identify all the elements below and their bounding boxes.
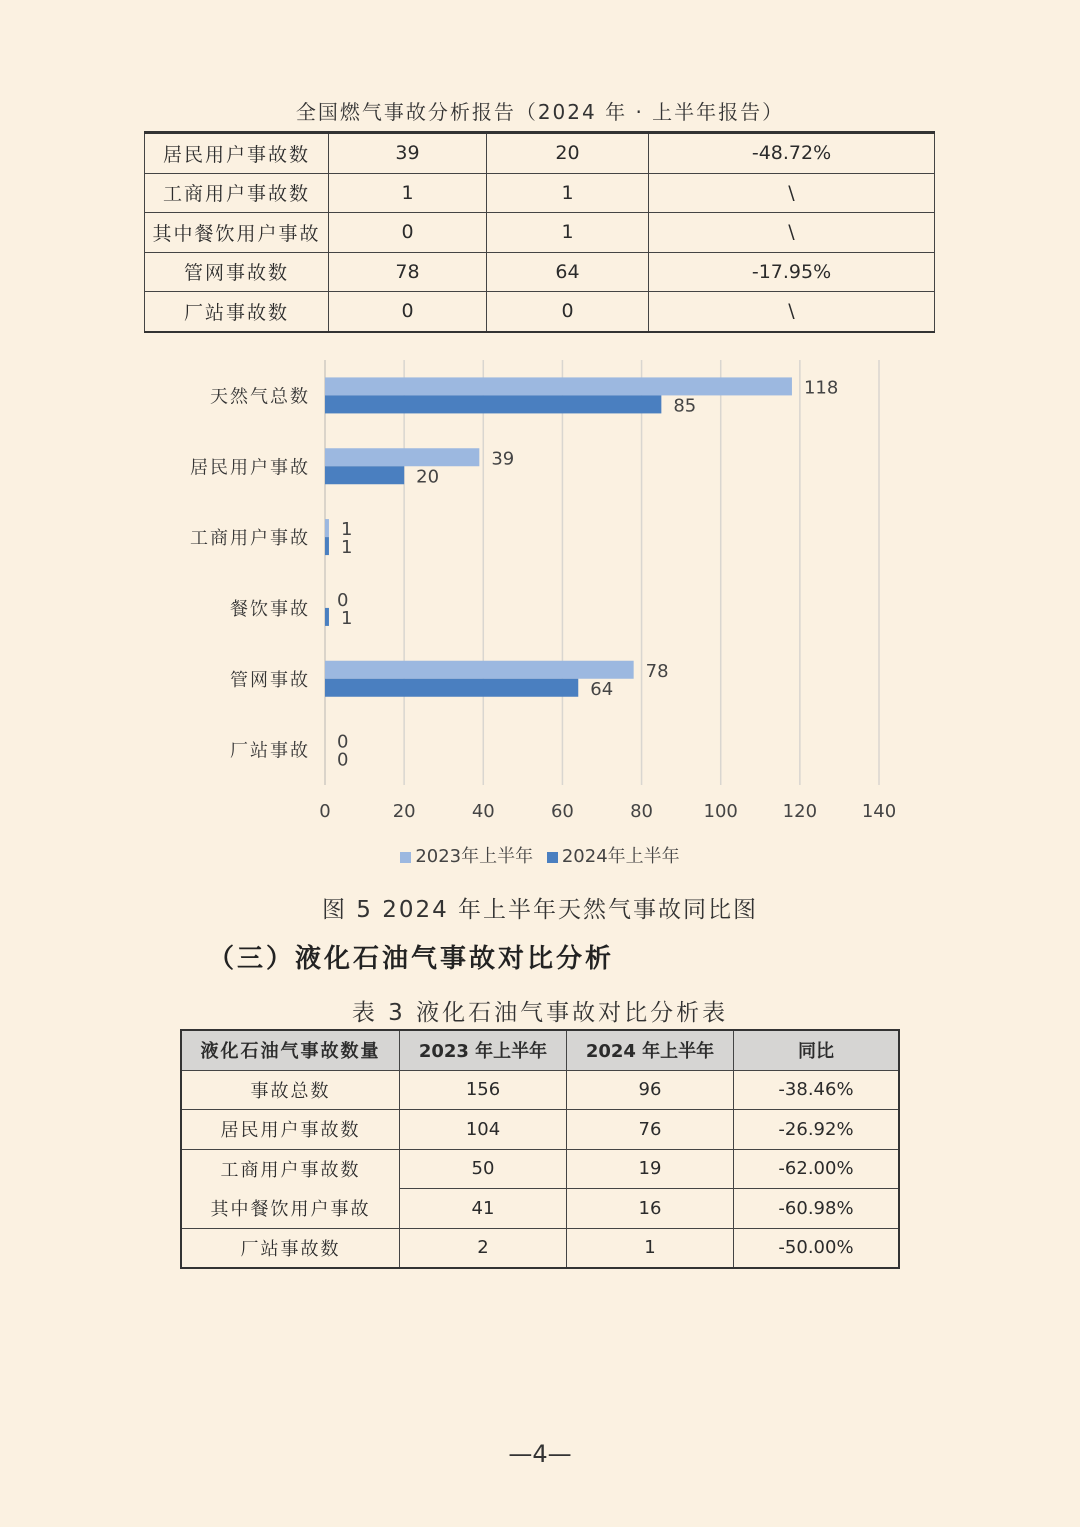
x-tick-label: 0 xyxy=(319,801,331,822)
data-label: 78 xyxy=(645,660,669,682)
natural-gas-table xyxy=(144,131,935,333)
legend-label-2023: 2023年上半年 xyxy=(415,846,534,867)
table-cell: 0 xyxy=(329,213,487,253)
table-cell: 其中餐饮用户事故 xyxy=(181,1189,400,1229)
category-label: 餐饮事故 xyxy=(230,598,310,620)
bar-2023 xyxy=(325,377,792,395)
x-tick-label: 80 xyxy=(630,801,654,822)
table-cell: 1 xyxy=(329,173,487,213)
table-cell: -60.98% xyxy=(734,1189,900,1229)
table-cell: 1 xyxy=(487,213,649,253)
legend-item-2023 xyxy=(400,846,539,867)
table-cell: 41 xyxy=(400,1189,567,1229)
table-cell: 事故总数 xyxy=(181,1070,400,1110)
table-row xyxy=(181,1189,899,1229)
table-cell: 管网事故数 xyxy=(145,252,329,292)
table-cell: \ xyxy=(649,173,935,213)
x-tick-label: 100 xyxy=(703,801,738,822)
data-label: 1 xyxy=(340,519,353,541)
bar-2024 xyxy=(325,537,329,555)
section-title: （三）液化石油气事故对比分析 xyxy=(208,944,615,974)
data-label: 118 xyxy=(803,377,839,399)
table-row xyxy=(181,1110,899,1150)
table-cell: 19 xyxy=(567,1149,734,1189)
table-row xyxy=(145,133,935,174)
table-cell: -17.95% xyxy=(649,252,935,292)
bar-2024 xyxy=(325,466,404,484)
table-cell: 0 xyxy=(487,292,649,332)
category-label: 厂站事故 xyxy=(230,740,310,762)
table-row xyxy=(145,213,935,253)
column-header: 2023 年上半年 xyxy=(400,1030,567,1070)
column-header: 同比 xyxy=(734,1030,900,1070)
data-label: 0 xyxy=(337,731,349,753)
table-cell: 50 xyxy=(400,1149,567,1189)
bar-2024 xyxy=(325,395,661,413)
table-cell: 96 xyxy=(567,1070,734,1110)
category-label: 天然气总数 xyxy=(210,386,310,408)
table-cell: 工商用户事故数 xyxy=(145,173,329,213)
table-row xyxy=(181,1228,899,1268)
table-row xyxy=(181,1149,899,1189)
table-cell: 1 xyxy=(567,1228,734,1268)
category-label: 工商用户事故 xyxy=(190,528,310,550)
table-cell: 16 xyxy=(567,1189,734,1229)
table-cell: 76 xyxy=(567,1110,734,1150)
chart-legend xyxy=(0,842,1080,868)
table-cell: 0 xyxy=(329,292,487,332)
legend-swatch-2024 xyxy=(547,852,558,863)
bar-2024 xyxy=(325,608,329,626)
table-cell: \ xyxy=(649,213,935,253)
table-cell: 厂站事故数 xyxy=(145,292,329,332)
table-cell: -50.00% xyxy=(734,1228,900,1268)
data-label: 85 xyxy=(673,395,697,417)
table-cell: 居民用户事故数 xyxy=(181,1110,400,1150)
table-cell: 居民用户事故数 xyxy=(145,133,329,174)
x-tick-label: 140 xyxy=(861,801,897,822)
legend-item-2024 xyxy=(547,846,680,867)
table-row xyxy=(145,173,935,213)
x-tick-label: 120 xyxy=(782,801,818,822)
lpg-accident-table xyxy=(180,1029,900,1269)
table-cell: 64 xyxy=(487,252,649,292)
figure-caption: 图 5 2024 年上半年天然气事故同比图 xyxy=(321,897,759,923)
table-cell: -48.72% xyxy=(649,133,935,174)
bar-2023 xyxy=(325,448,479,466)
table-caption: 表 3 液化石油气事故对比分析表 xyxy=(351,1000,729,1026)
legend-swatch-2023 xyxy=(400,852,411,863)
data-label: 64 xyxy=(590,678,614,700)
table-cell: 39 xyxy=(329,133,487,174)
page-header: 全国燃气事故分析报告（2024 年 · 上半年报告） xyxy=(295,100,785,124)
data-label: 1 xyxy=(340,537,353,559)
x-tick-label: 40 xyxy=(471,801,495,822)
table-cell: 其中餐饮用户事故 xyxy=(145,213,329,253)
accident-bar-chart xyxy=(0,350,1080,830)
legend-label-2024: 2024年上半年 xyxy=(561,846,680,867)
table-cell: -26.92% xyxy=(734,1110,900,1150)
data-label: 1 xyxy=(340,607,353,629)
bar-2024 xyxy=(325,679,578,697)
page-number: —4— xyxy=(508,1440,572,1468)
table-header-row xyxy=(181,1030,899,1070)
data-label: 39 xyxy=(491,448,515,470)
table-cell: 工商用户事故数 xyxy=(181,1149,400,1189)
table-row xyxy=(181,1070,899,1110)
table-cell: -62.00% xyxy=(734,1149,900,1189)
bar-2023 xyxy=(325,519,329,537)
data-label: 20 xyxy=(416,466,440,488)
table-row xyxy=(145,292,935,332)
table-cell: 78 xyxy=(329,252,487,292)
table-cell: 20 xyxy=(487,133,649,174)
column-header: 2024 年上半年 xyxy=(567,1030,734,1070)
table-cell: \ xyxy=(649,292,935,332)
table-cell: 厂站事故数 xyxy=(181,1228,400,1268)
x-tick-label: 20 xyxy=(392,801,416,822)
table-cell: -38.46% xyxy=(734,1070,900,1110)
table-row xyxy=(145,252,935,292)
table-cell: 156 xyxy=(400,1070,567,1110)
data-label: 0 xyxy=(337,749,349,771)
table-cell: 104 xyxy=(400,1110,567,1150)
column-header: 液化石油气事故数量 xyxy=(181,1030,400,1070)
x-tick-label: 60 xyxy=(550,801,574,822)
bar-2023 xyxy=(325,661,634,679)
data-label: 0 xyxy=(337,589,349,611)
table-cell: 1 xyxy=(487,173,649,213)
category-label: 居民用户事故 xyxy=(190,457,310,479)
table-cell: 2 xyxy=(400,1228,567,1268)
category-label: 管网事故 xyxy=(230,669,310,691)
